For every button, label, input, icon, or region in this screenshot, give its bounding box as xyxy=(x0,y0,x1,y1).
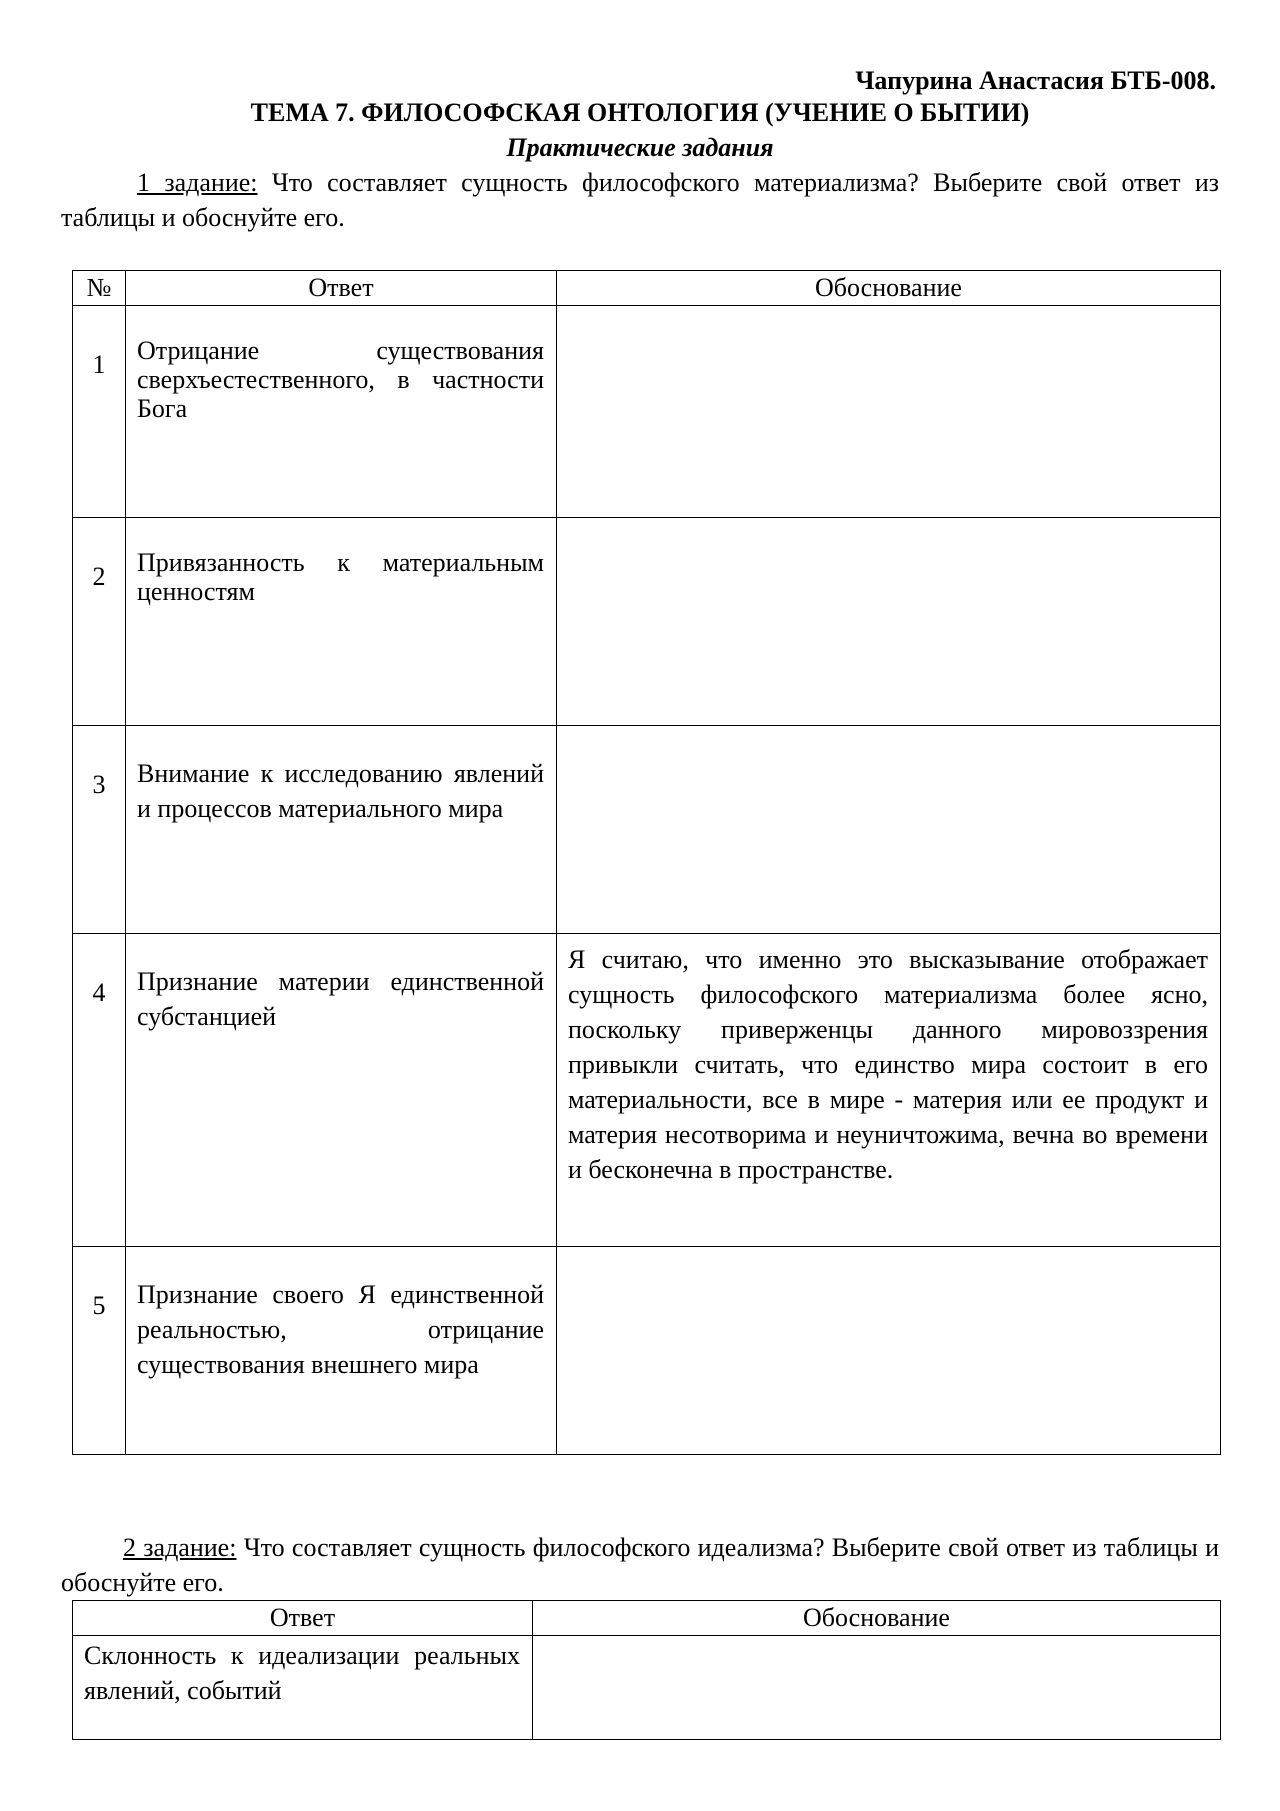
task2-prompt xyxy=(61,1530,1219,1600)
row-justification[interactable] xyxy=(557,1247,1221,1455)
row-num: 2 xyxy=(73,518,126,726)
row-answer: Признание материи единственной субстанцией xyxy=(126,934,557,1247)
row-num: 5 xyxy=(73,1247,126,1455)
table-row xyxy=(73,1247,1221,1455)
table-header-row xyxy=(73,271,1221,306)
row-justification[interactable] xyxy=(557,518,1221,726)
header-answer: Ответ xyxy=(73,1601,533,1636)
task2-text: Что составляет сущность философского идеализма? Выберите свой ответ из таблицы и обоснуйте его. xyxy=(61,1533,1219,1597)
row-answer: Отрицание существования сверхъестественного, в частности Бога xyxy=(126,306,557,518)
table-row xyxy=(73,726,1221,934)
task2-label: 2 задание: xyxy=(123,1533,237,1562)
page-title: ТЕМА 7. ФИЛОСОФСКАЯ ОНТОЛОГИЯ (УЧЕНИЕ О БЫТИИ) xyxy=(250,98,1030,127)
row-num: 1 xyxy=(73,306,126,518)
header-answer: Ответ xyxy=(126,271,557,306)
header-justification: Обоснование xyxy=(533,1601,1221,1636)
task2-table xyxy=(72,1600,1221,1740)
row-answer: Признание своего Я единственной реальностью, отрицание существования внешнего мира xyxy=(126,1247,557,1455)
row-justification[interactable] xyxy=(533,1636,1221,1740)
table-row xyxy=(73,306,1221,518)
page-subtitle: Практические задания xyxy=(506,133,774,162)
row-justification[interactable] xyxy=(557,306,1221,518)
task1-prompt xyxy=(61,165,1219,235)
row-num: 4 xyxy=(73,934,126,1247)
header-justification: Обоснование xyxy=(557,271,1221,306)
task1-table xyxy=(72,270,1221,1455)
task1-label: 1 задание: xyxy=(137,168,258,197)
row-answer: Привязанность к материальным ценностям xyxy=(126,518,557,726)
task1-text: Что составляет сущность философского материализма? Выберите свой ответ из таблицы и обоснуйте его. xyxy=(61,168,1220,232)
row-answer: Внимание к исследованию явлений и процессов материального мира xyxy=(126,726,557,934)
row-answer: Склонность к идеализации реальных явлений, событий xyxy=(73,1636,533,1740)
table-row xyxy=(73,934,1221,1247)
table-row xyxy=(73,518,1221,726)
row-justification[interactable] xyxy=(557,726,1221,934)
table-header-row xyxy=(73,1601,1221,1636)
row-num: 3 xyxy=(73,726,126,934)
table-row xyxy=(73,1636,1221,1740)
author-line: Чапурина Анастасия БТБ-008. xyxy=(855,66,1216,95)
header-num: № xyxy=(73,271,126,306)
row-justification[interactable]: Я считаю, что именно это высказывание отображает сущность философского материализма более ясно, поскольку приверженцы данного мировоззрения привыкли считать, что единство мира состоит в его материальности, все в мире - материя или ее продукт и материя несотворима и неуничтожима, вечна во времени и бесконечна в пространстве. xyxy=(557,934,1221,1247)
